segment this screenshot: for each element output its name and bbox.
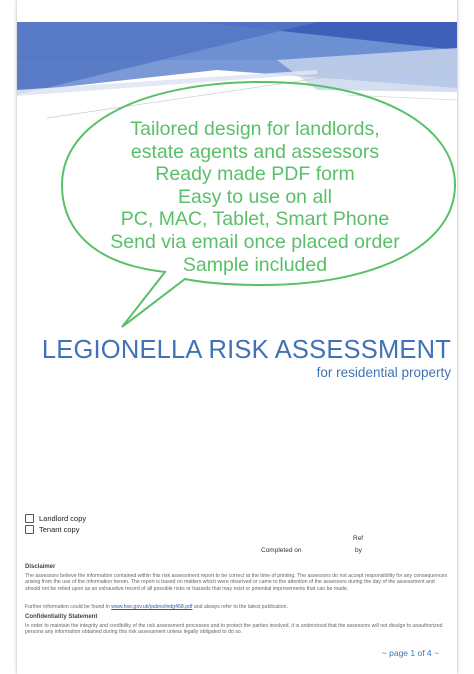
promo-line: PC, MAC, Tablet, Smart Phone — [120, 208, 390, 231]
promo-line: Ready made PDF form — [155, 163, 355, 186]
landlord-copy-option[interactable] — [25, 513, 86, 524]
document-page — [17, 0, 457, 674]
confidentiality-text: In order to maintain the integrity and credibility of the risk assessment processes and to protect the parties involved, it is understood that the assessors will not divulge to unauthorized persons any information obtained during this risk assessment unless legally obligated to do so. — [25, 623, 443, 636]
further-info — [25, 604, 450, 610]
tenant-copy-option[interactable] — [25, 524, 86, 535]
document-title: LEGIONELLA RISK ASSESSMENT — [41, 336, 451, 364]
further-info-suffix: and always refer to the latest publication. — [192, 604, 288, 610]
promo-line: estate agents and assessors — [130, 140, 380, 163]
confidentiality-heading: Confidentiality Statement — [25, 614, 98, 620]
copy-options — [25, 513, 86, 535]
by-label: by — [355, 547, 362, 554]
promo-line: Send via email once placed order — [110, 230, 400, 253]
disclaimer-heading: Disclaimer — [25, 564, 56, 570]
tenant-copy-label: Tenant copy — [39, 525, 80, 534]
promo-line: Tailored design for landlords, — [130, 118, 380, 140]
page-indicator: ~ page 1 of 4 ~ — [381, 648, 439, 658]
disclaimer-text: The assessors believe the information contained within this risk assessment report to be correct at the time of printing. The assessors do not accept responsibility for any consequences arising from the use of the information herein. The report is based on matters which were observed or came to the attention of the assessors during the day of the assessment and should not be relied upon as an exhaustive record of all possible risks or hazards that may exist or potential improvements that can be made. — [25, 573, 448, 592]
ref-label: Ref — [353, 535, 364, 542]
promo-line: Easy to use on all — [178, 185, 332, 208]
document-subtitle: for residential property — [316, 365, 451, 380]
promo-line: Sample included — [182, 253, 328, 276]
landlord-copy-label: Landlord copy — [39, 514, 87, 523]
promo-text — [90, 118, 420, 276]
tenant-copy-checkbox[interactable] — [25, 525, 34, 534]
landlord-copy-checkbox[interactable] — [25, 514, 34, 523]
completed-on-label: Completed on — [261, 547, 302, 554]
further-info-prefix: Further information could be found in — [25, 604, 112, 610]
hse-link[interactable]: www.hse.gov.uk/pubns/indg458.pdf — [111, 604, 193, 610]
